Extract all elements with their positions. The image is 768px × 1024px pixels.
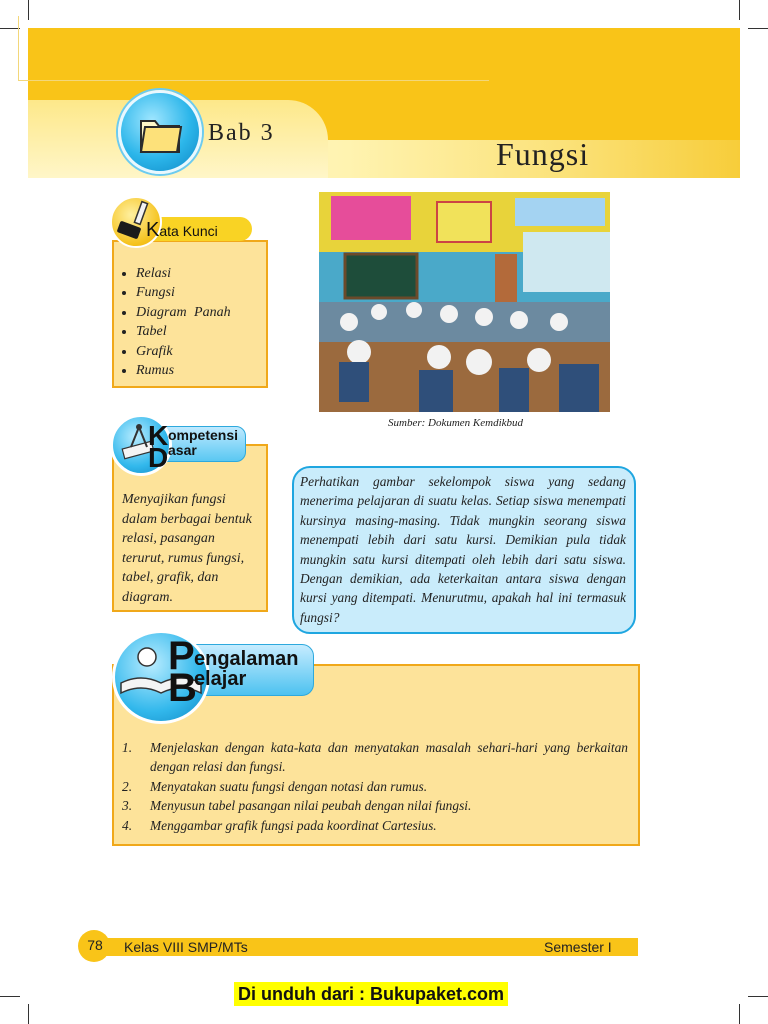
keyword-item: • Relasi [136, 264, 231, 283]
list-item [122, 816, 628, 835]
list-item [122, 738, 628, 777]
basic-competency-text: Menyajikan fungsi dalam berbagai bentuk relasi, pasangan terurut, rumus fungsi, tabel, grafik, dan diagram. [122, 492, 252, 605]
learning-experience-initial-b: B [168, 666, 197, 710]
download-source-banner: Di unduh dari : Bukupaket.com [234, 982, 508, 1006]
keywords-title [146, 219, 218, 242]
keywords-title-rest: ata Kunci [159, 223, 218, 239]
basic-competency-word-2: asar [168, 442, 197, 458]
learning-experience-list [122, 738, 628, 835]
basic-competency-initial-d: D [148, 442, 169, 473]
list-item [122, 796, 628, 815]
footer-class-label: Kelas VIII SMP/MTs [124, 939, 248, 955]
keyword-item: • Fungsi [136, 283, 231, 302]
folder-icon [118, 90, 202, 174]
learning-experience-word-1: engalaman [194, 648, 299, 670]
page-number: 78 [87, 937, 103, 953]
header-frame-line [18, 16, 489, 81]
chapter-title: Fungsi [496, 136, 590, 172]
intro-text: Perhatikan gambar sekelompok siswa yang sedang menerima pelajaran di suatu kelas. Setiap siswa menempati kursinya masing-masing. Tidak mungkin seorang siswa menempati lebih dari satu kursi. Demikian pula tidak mungkin satu kursi ditempati oleh lebih dari satu siswa. Dengan demikian, ada keterkaitan antara siswa dengan kursi yang ditempati. Menurutmu, apakah hal ini termasuk fungsi? [300, 474, 626, 625]
crop-mark [739, 1004, 740, 1024]
learning-experience-word-2: elajar [194, 668, 247, 690]
photo-caption: Sumber: Dokumen Kemdikbud [388, 417, 524, 429]
keywords-list [118, 264, 231, 380]
learning-experience-initial-p: P [168, 634, 195, 678]
crop-mark [0, 28, 20, 29]
crop-mark [28, 1004, 29, 1024]
list-item-text: Menyusun tabel pasangan nilai peubah dengan nilai fungsi. [150, 798, 472, 814]
footer-semester-label: Semester I [544, 939, 612, 955]
keyword-item: • Grafik [136, 342, 231, 361]
list-item-number: 3. [122, 798, 133, 814]
list-item [122, 777, 628, 796]
basic-competency-word-1: ompetensi [168, 427, 239, 443]
keywords-title-initial: K [146, 219, 160, 241]
crop-mark [748, 996, 768, 997]
list-item-number: 4. [122, 817, 133, 833]
list-item-text: Menjelaskan dengan kata-kata dan menyatakan masalah sehari-hari yang berkaitan dengan relasi dan fungsi. [150, 740, 628, 775]
crop-mark [739, 0, 740, 20]
list-item-text: Menggambar grafik fungsi pada koordinat Cartesius. [150, 817, 437, 833]
classroom-photo [319, 192, 610, 412]
keyword-item: • Tabel [136, 322, 231, 341]
list-item-text: Menyatakan suatu fungsi dengan notasi dan rumus. [150, 778, 428, 794]
keyword-item: • Rumus [136, 361, 231, 380]
chapter-number: Bab 3 [208, 120, 275, 146]
list-item-number: 1. [122, 740, 133, 755]
crop-mark [0, 996, 20, 997]
basic-competency-initial-k: K [148, 420, 169, 451]
crop-mark [748, 28, 768, 29]
list-item-number: 2. [122, 778, 133, 794]
keyword-item: • Diagram Panah [136, 303, 231, 322]
